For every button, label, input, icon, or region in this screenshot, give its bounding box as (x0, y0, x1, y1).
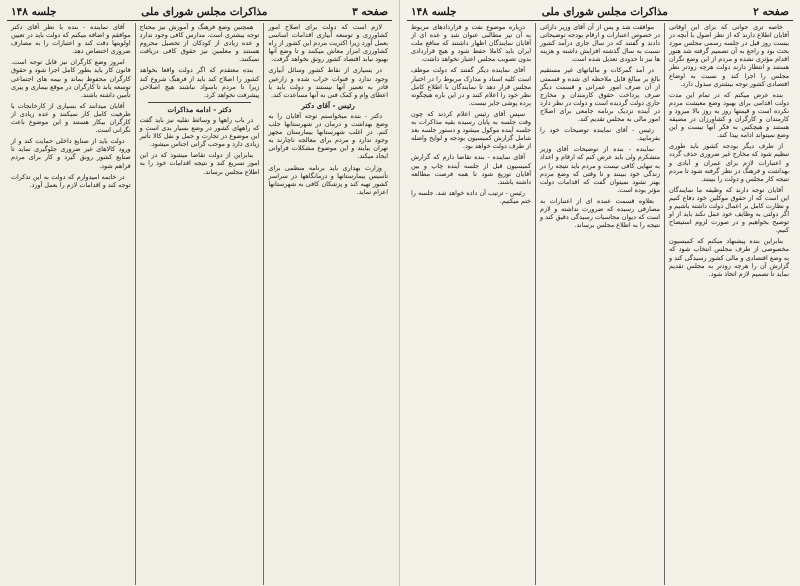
paragraph: در آمد گمرکات و مالیاتهای غیر مستقیم بالغ بر مبالغ قابل ملاحظه ای شده و قسمتی از آن صرف امور عمرانی و قسمت دیگر صرف پرداخت حقوق کارمندان و مخارج جاری دولت گردیده است و دولت در نظر دارد در آینده نزدیک برنامه جامعی برای اصلاح امور مالی به مجلس تقدیم کند. (540, 66, 660, 124)
paragraph: در باب راهها و وسائط نقلیه نیز باید گفت که راههای کشور در وضع بسیار بدی است و این موضوع در تجارت و حمل و نقل کالا تأثیر زیادی دارد و موجب گرانی اجناس میشود. (139, 115, 260, 149)
speaker-heading: دکتر - ادامه مذاکرات (167, 104, 232, 114)
paragraph: رئیس - آقای نماینده توضیحات خود را بفرمایید. (540, 126, 660, 143)
paragraph: در بسیاری از نقاط کشور وسائل آبیاری وجود ندارد و قنوات خراب شده و زارعین قادر به تعمیر آنها نیستند و دولت باید با اعطای وام و کمک فنی به آنها مساعدت کند. (268, 66, 388, 99)
paragraph: لازم است که دولت برای اصلاح امور کشاورزی و توسعه آبیاری اقدامات اساسی بعمل آورد زیرا اکثریت مردم این کشور از راه کشاورزی امرار معاش میکنند و تا وضع آنها بهبود نیابد اقتصاد کشور رونق نخواهد گرفت. (268, 23, 388, 64)
paragraph: بنابراین از دولت تقاضا میشود که در این امور تسریع کند و نتیجه اقدامات خود را به اطلاع مجلس برساند. (139, 151, 260, 176)
paragraph: وزارت بهداری باید برنامه منظمی برای تأسیس بیمارستانها و درمانگاهها در سراسر کشور تهیه کند و پزشکان کافی به شهرستانها اعزام نماید. (268, 163, 388, 196)
paragraph: بنده معتقدم که اگر دولت واقعا بخواهد کشور را اصلاح کند باید از فرهنگ شروع کند زیرا تا مردم باسواد نباشند هیچ اصلاحی پیشرفت نخواهد کرد. (139, 66, 260, 99)
text-column (7, 23, 135, 585)
paragraph: دولت باید از صنایع داخلی حمایت کند و از ورود کالاهای غیر ضروری جلوگیری نماید تا صنایع کشور رونق گیرد و کار برای مردم فراهم شود. (10, 137, 131, 170)
paragraph: موافقت شد و پس از آن آقای وزیر دارائی در خصوص اعتبارات و ارقام بودجه توضیحاتی دادند و گفتند که در سال جاری درآمد کشور نسبت به سال گذشته افزایش داشته و هزینه ها نیز تا حدودی تعدیل شده است. (540, 23, 660, 64)
paragraph: در خاتمه امیدوارم که دولت به این تذکرات توجه کند و اقدامات لازم را بعمل آورد. (10, 172, 131, 189)
text-column (535, 23, 664, 585)
right-page-title: مذاکرات مجلس شورای ملی (541, 6, 668, 18)
paragraph: سپس آقای رئیس اعلام کردند که چون وقت جلسه به پایان رسیده بقیه مذاکرات به جلسه آینده موکول میشود و دستور جلسه بعد شامل گزارش کمیسیون بودجه و لوایح واصله از طرف دولت خواهد بود. (411, 109, 531, 151)
right-page-columns (407, 23, 793, 585)
paragraph: آقایان توجه دارند که وظیفه ما نمایندگان این است که از حقوق موکلین خود دفاع کنیم و نظارت کامل بر اعمال دولت داشته باشیم و اگر دولتی به وظایف خود عمل نکند باید از او توضیح بخواهیم و در صورت لزوم استیضاح کنیم. (669, 185, 789, 235)
paragraph: بنابراین بنده پیشنهاد میکنم که کمیسیون مخصوصی از طرف مجلس انتخاب شود که به وضع اقتصادی و مالی کشور رسیدگی کند و گزارش آن را هرچه زودتر به مجلس تقدیم نماید تا تصمیم لازم اتخاذ شود. (669, 237, 789, 278)
left-page-header (7, 4, 392, 21)
paragraph: دکتر - بنده میخواستم توجه آقایان را به وضع بهداشت و درمان در شهرستانها جلب کنم. در اغلب شهرستانها بیمارستان مجهز وجود ندارد و مردم برای معالجه ناچارند به تهران بیایند و این موضوع مشکلات فراوانی ایجاد میکند. (268, 111, 388, 161)
paragraph: امروز وضع کارگران نیز قابل توجه است. قانون کار باید بطور کامل اجرا شود و حقوق کارگران محفوظ بماند و بیمه های اجتماعی توسعه یابد تا کارگران در موقع بیماری و پیری تأمین داشته باشند. (10, 58, 131, 99)
paragraph: خاصه تری جوانی که برای این اوقاتی آقایان اطلاع دارند که از نظر اصول با آنچه در بیست روز قبل در جلسه رسمی مجلس مورد بحث بود و راجع به آن تصمیم گرفته شد هنوز اقدام مؤثری نشده و مردم از این وضع نگران هستند و انتظار دارند دولت هرچه زودتر نظر مجلس را اجرا کند و نسبت به اوضاع اقتصادی کشور توجه بیشتری مبذول دارد. (669, 23, 789, 88)
column-divider (148, 102, 252, 103)
right-page (400, 0, 800, 586)
text-column (664, 23, 793, 585)
paragraph: رئیس - ترتیب آن داده خواهد شد. جلسه را ختم میکنیم. (411, 188, 531, 205)
left-page-columns (7, 23, 392, 585)
text-column (407, 23, 535, 585)
paragraph: نماینده - بنده از توضیحات آقای وزیر متشکرم ولی باید عرض کنم که ارقام و اعداد به تنهایی کافی نیست و مردم باید نتیجه را در زندگی خود ببینند و تا وقتی که وضع مردم بهتر نشود نمیتوان گفت که اقدامات دولت مؤثر بوده است. (540, 145, 660, 194)
paragraph: از طرف دیگر بودجه کشور باید طوری تنظیم شود که مخارج غیر ضروری حذف گردد و اعتبارات لازم برای عمران و آبادی و بهداشت و فرهنگ در نظر گرفته شود تا مردم نتیجه کار مجلس و دولت را ببینند. (669, 142, 789, 183)
left-page-session: جلسه ۱۴۸ (11, 6, 57, 18)
paragraph: آقای نماینده - بنده با نظر آقای دکتر موافقم و اضافه میکنم که دولت باید در تعیین اولویتها دقت کند و اعتبارات را به مصارف ضروری اختصاص دهد. (10, 23, 131, 56)
right-page-header (407, 4, 793, 21)
left-page-title: مذاکرات مجلس شورای ملی (141, 6, 268, 18)
paragraph: آقای نماینده دیگر گفتند که دولت موظف است کلیه اسناد و مدارک مربوط را در اختیار مجلس قرار دهد تا نمایندگان با اطلاع کامل نظر خود را اعلام کنند و در این باره هیچگونه پرده پوشی جایز نیست. (411, 66, 531, 107)
right-page-number: صفحه ۲ (753, 6, 789, 18)
paragraph: بعلاوه قسمت عمده ای از اعتبارات به مصارفی رسیده که ضرورت نداشته و لازم است که دیوان محاسبات رسیدگی دقیق کند و نتیجه را به اطلاع مجلس برساند. (540, 196, 660, 230)
paragraph: آقایان میدانند که بسیاری از کارخانجات با ظرفیت کامل کار نمیکنند و عده زیادی از کارگران بیکار هستند و این موضوع باعث نگرانی است. (10, 101, 131, 135)
paragraph: بنده عرض میکنم که در تمام این مدت دولت اقدامی برای بهبود وضع معیشت مردم نکرده است و قیمتها روز به روز بالا میرود و کارمندان و کارگران و کشاورزان در مضیقه هستند و هیچکس به فکر آنها نیست و این وضع نمیتواند ادامه پیدا کند. (669, 90, 789, 140)
text-column (135, 23, 264, 585)
right-page-session: جلسه ۱۴۸ (411, 6, 457, 18)
paragraph: آقای نماینده - بنده تقاضا دارم که گزارش کمیسیون قبل از جلسه آینده چاپ و بین آقایان توزیع شود تا همه فرصت مطالعه داشته باشند. (411, 153, 531, 186)
text-column (263, 23, 392, 585)
left-page-number: صفحه ۳ (352, 6, 388, 18)
paragraph: درباره موضوع نفت و قراردادهای مربوط به آن نیز مطالبی عنوان شد و عده ای از آقایان نمایندگان اظهار داشتند که منافع ملت ایران باید کاملا حفظ شود و هیچ قراردادی بدون تصویب مجلس اعتبار نخواهد داشت. (411, 23, 531, 64)
speaker-heading: رئیس - آقای دکتر (301, 100, 355, 110)
paragraph: همچنین وضع فرهنگ و آموزش نیز محتاج توجه بیشتری است. مدارس کافی وجود ندارد و عده زیادی از کودکان از تحصیل محروم هستند و معلمین نیز حقوق کافی دریافت نمیکنند. (139, 23, 260, 64)
